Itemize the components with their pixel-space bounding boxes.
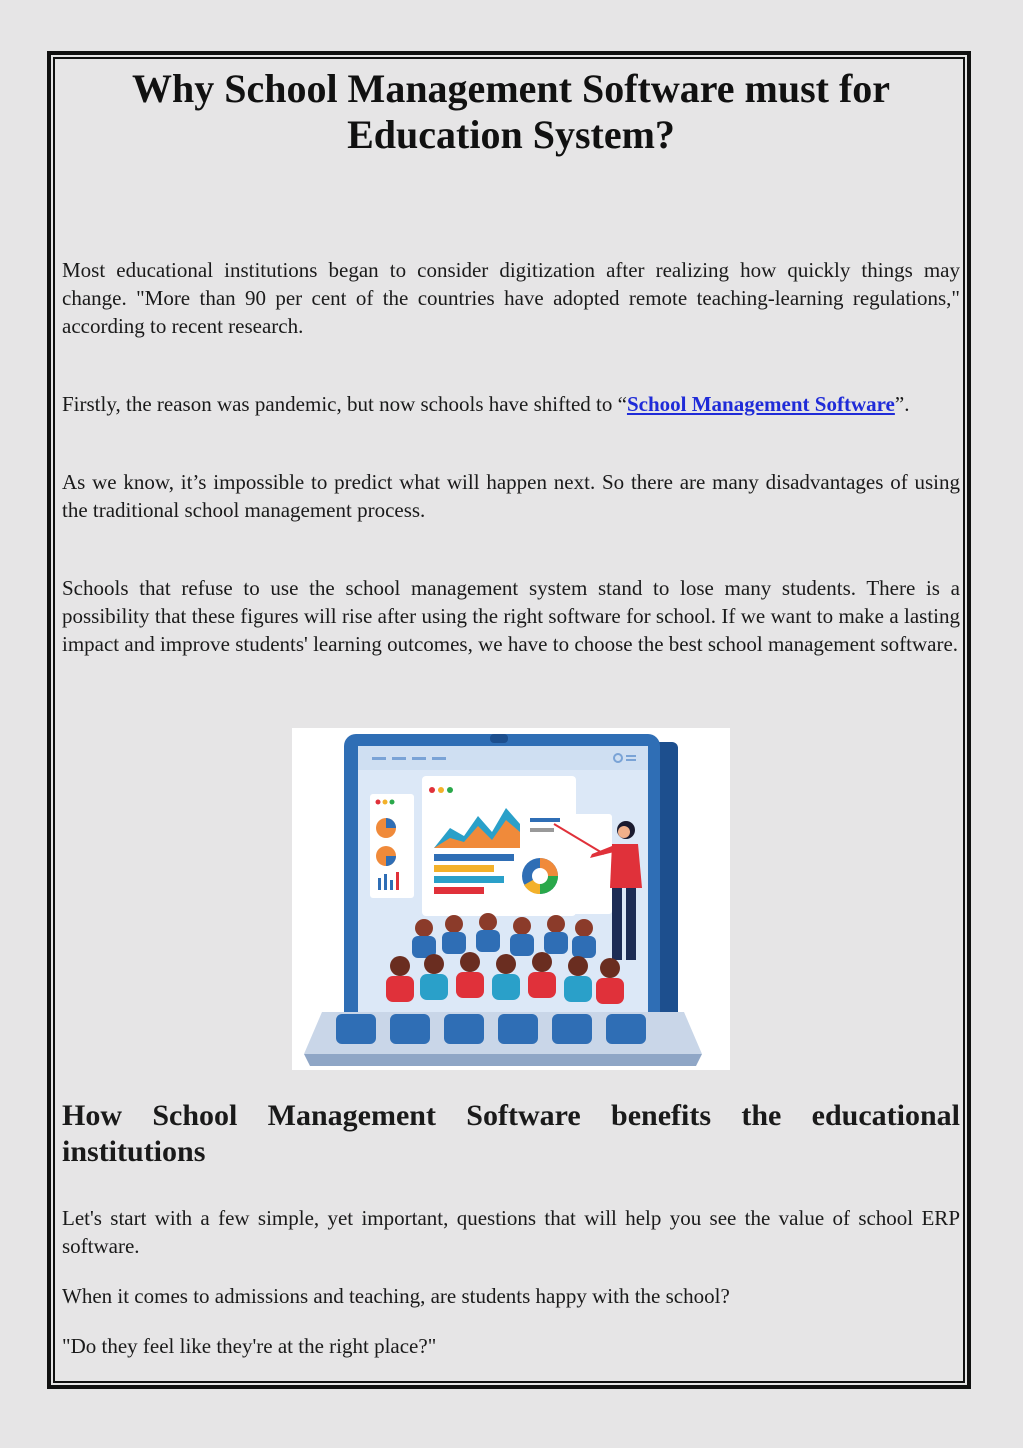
paragraph-predict: As we know, it’s impossible to predict what will happen next. So there are many disadvantages of using the traditional school management process. <box>62 470 960 522</box>
section-heading-benefits: How School Management Software benefits the educational institutions <box>62 1099 960 1168</box>
paragraph-admissions: When it comes to admissions and teaching, are students happy with the school? <box>62 1284 730 1308</box>
paragraph-shift <box>62 390 960 418</box>
page-title: Why School Management Software must for Education System? <box>131 66 891 157</box>
document-body <box>62 62 960 658</box>
paragraph-intro: Most educational institutions began to consider digitization after realizing how quickly things may change. "More than 90 per cent of the countries have adopted remote teaching-learning regulations," according to recent research. <box>62 258 960 338</box>
document-body-lower <box>62 1098 960 1360</box>
school-management-software-link[interactable]: School Management Software <box>626 392 895 416</box>
paragraph-shift-text-after: ”. <box>894 392 910 416</box>
paragraph-refuse: Schools that refuse to use the school management system stand to lose many students. There is a possibility that these figures will rise after using the right software for school. If we want to make a lasting impact and improve students' learning outcomes, we have to choose the best school management software. <box>62 576 960 656</box>
classroom-presentation-illustration <box>292 728 730 1070</box>
paragraph-shift-text-before: Firstly, the reason was pandemic, but now schools have shifted to “ <box>62 392 627 416</box>
paragraph-questions: Let's start with a few simple, yet important, questions that will help you see the value of school ERP software. <box>62 1206 960 1258</box>
paragraph-right-place: "Do they feel like they're at the right place?" <box>62 1334 437 1358</box>
